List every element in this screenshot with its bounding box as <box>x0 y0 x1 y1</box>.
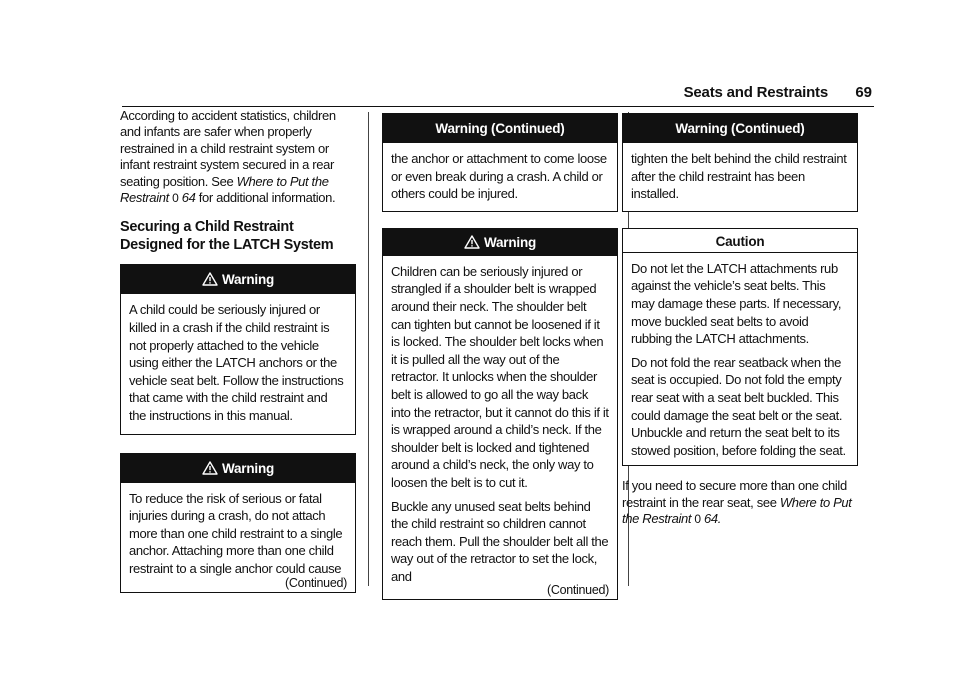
caution-paragraph: Do not let the LATCH attachments rub against the vehicle’s seat belts. This may damage these parts. If necessary, move buckled seat belts to avoid rubbing the LATCH attachments. <box>631 260 842 347</box>
cross-reference-link[interactable]: Where to Put the Restraint 0 64 <box>120 173 329 206</box>
warning-box <box>382 228 618 601</box>
page-number: 69 <box>855 84 872 101</box>
cross-reference-link[interactable]: Where to Put the Restraint 0 64. <box>622 494 852 527</box>
warning-header: Warning (Continued) <box>623 114 857 143</box>
column-middle <box>382 113 618 600</box>
header-rule <box>122 106 874 107</box>
intro-paragraph: According to accident statistics, children and infants are safer when properly restrained in a child restraint system or infant restraint system secured in a rear seating position. See Where to Put the Restraint 0 64 for additional information. <box>120 108 336 206</box>
section-heading: Securing a Child Restraint Designed for the LATCH System <box>120 219 334 254</box>
warning-paragraph: Buckle any unused seat belts behind the child restraint so children cannot reach them. Pull the shoulder belt all the way out of the retractor to set the lock, and <box>391 498 609 584</box>
warning-title: Warning <box>483 234 537 250</box>
page-ref-icon: 0 <box>694 512 701 527</box>
caution-header: Caution <box>623 229 857 253</box>
column-right <box>622 113 858 528</box>
warning-title: Warning <box>221 272 275 288</box>
warning-text: the anchor or attachment to come loose or even break during a crash. A child or others could be injured. <box>391 151 607 202</box>
warning-header <box>121 265 355 294</box>
warning-header <box>383 229 617 256</box>
page-ref-icon: 0 <box>172 191 179 206</box>
continued-label: (Continued) <box>284 575 347 590</box>
warning-text: To reduce the risk of serious or fatal injuries during a crash, do not attach more than one child restraint to a single anchor. Attaching more than one child restraint to a single anchor could cause <box>129 490 343 576</box>
outro-paragraph: If you need to secure more than one child restraint in the rear seat, see Where to Put the Restraint 0 64. <box>622 478 852 527</box>
page-header <box>122 84 874 104</box>
caution-box <box>622 228 858 467</box>
warning-header <box>121 454 355 483</box>
warning-continued-box <box>382 113 618 212</box>
caution-paragraph: Do not fold the rear seatback when the seat is occupied. Do not fold the empty rear seat with a seat belt buckled. This could damage the seat belt or the seat. Unbuckle and return the seat belt to its stowed position, before folding the seat. <box>631 354 846 458</box>
warning-box <box>120 264 356 434</box>
warning-text: A child could be seriously injured or killed in a crash if the child restraint is not properly attached to the vehicle using either the LATCH anchors or the vehicle seat belt. Follow the instructions that came with the child restraint and the instructions in this manual. <box>129 302 344 423</box>
warning-continued-box <box>622 113 858 212</box>
section-title: Seats and Restraints <box>683 84 828 101</box>
warning-paragraph: Children can be seriously injured or strangled if a shoulder belt is wrapped around their neck. The shoulder belt can tighten but cannot be loosened if it is locked. The shoulder belt locks when it is pulled all the way out of the retractor. It unlocks when the shoulder belt is allowed to go all the way back into the retractor, but it cannot do this if it is wrapped around a child’s neck. If the shoulder belt is locked and tightened around a child’s neck, the only way to loosen the belt is to cut it. <box>391 263 609 490</box>
warning-box <box>120 453 356 593</box>
column-left <box>120 108 356 593</box>
warning-triangle-icon <box>464 235 480 249</box>
warning-title: Warning <box>221 460 275 476</box>
continued-label: (Continued) <box>546 583 609 598</box>
warning-triangle-icon <box>202 461 218 475</box>
column-divider <box>368 112 369 586</box>
warning-header: Warning (Continued) <box>383 114 617 143</box>
warning-text: tighten the belt behind the child restraint after the child restraint has been installed. <box>631 151 847 202</box>
warning-triangle-icon <box>202 272 218 286</box>
